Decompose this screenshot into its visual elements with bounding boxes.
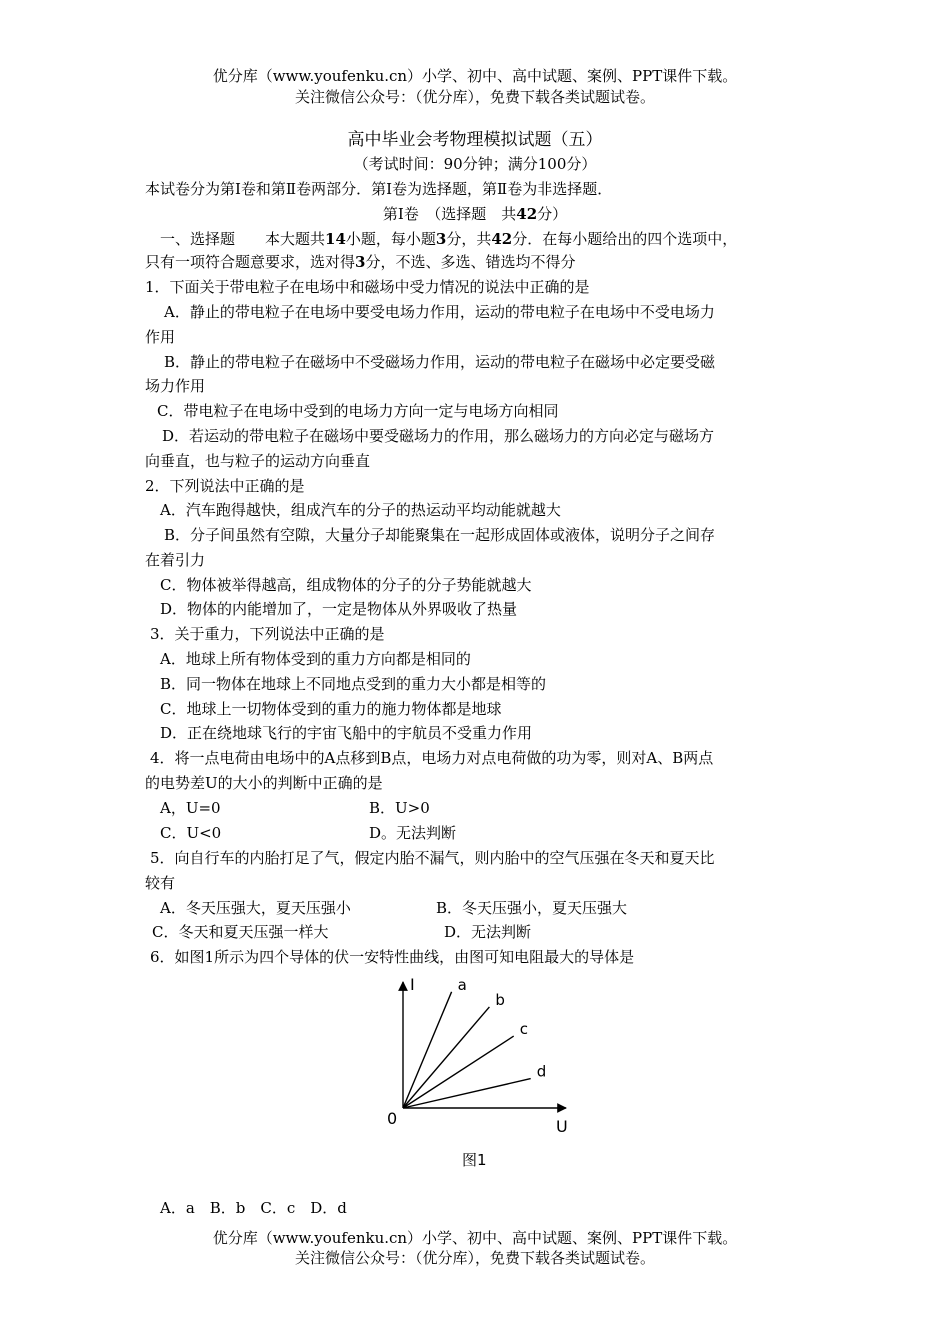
curves-group bbox=[403, 976, 546, 1108]
part1-heading bbox=[0, 204, 950, 224]
q5-stem: 5．向自行车的内胎打足了气，假定内胎不漏气，则内胎中的空气压强在冬天和夏天比 bbox=[150, 849, 715, 867]
intro-text: 本试卷分为第Ⅰ卷和第Ⅱ卷两部分．第Ⅰ卷为选择题，第Ⅱ卷为非选择题． bbox=[145, 180, 613, 198]
q1-option-b-cont: 场力作用 bbox=[145, 377, 206, 395]
figure-caption: 图1 bbox=[462, 1151, 487, 1169]
q3-option-d: D．正在绕地球飞行的宇宙飞船中的宇航员不受重力作用 bbox=[160, 724, 533, 742]
q6-options: A．a B．b C．c D．d bbox=[160, 1199, 347, 1217]
q1-stem: 1．下面关于带电粒子在电场中和磁场中受力情况的说法中正确的是 bbox=[145, 278, 590, 296]
section-num-4: 3 bbox=[355, 253, 366, 271]
q4-option-b: B．U>0 bbox=[369, 799, 430, 817]
q4-option-a: A，U=0 bbox=[160, 799, 221, 817]
q6-stem: 6．如图1所示为四个导体的伏一安特性曲线，由图可知电阻最大的导体是 bbox=[150, 948, 635, 966]
q2-option-a: A．汽车跑得越快，组成汽车的分子的热运动平均动能就越大 bbox=[160, 501, 561, 519]
q1-option-a: A．静止的带电粒子在电场中要受电场力作用，运动的带电粒子在电场中不受电场力 bbox=[164, 303, 715, 321]
curve-c bbox=[403, 1036, 514, 1108]
part1-score: 42 bbox=[516, 205, 538, 223]
curve-label-b: b bbox=[495, 990, 505, 1009]
q1-option-a-cont: 作用 bbox=[145, 328, 176, 346]
section-text-f: 分，不选、多选、错选均不得分 bbox=[365, 253, 576, 271]
q3-stem: 3．关于重力，下列说法中正确的是 bbox=[150, 625, 385, 643]
section-text-c: 分，共 bbox=[446, 230, 492, 248]
footer-line-2: 关注微信公众号：（优分库），免费下载各类试题试卷。 bbox=[294, 1249, 655, 1267]
header-line-2: 关注微信公众号：（优分库），免费下载各类试题试卷。 bbox=[294, 88, 655, 106]
q4-option-d: D。无法判断 bbox=[369, 824, 457, 842]
figure-1-iu-graph bbox=[370, 970, 590, 1170]
section-text-d: 分．在每小题给出的四个选项中， bbox=[512, 230, 738, 248]
q5-option-d: D．无法判断 bbox=[444, 923, 532, 941]
q5-option-b: B．冬天压强小，夏天压强大 bbox=[436, 899, 628, 917]
q3-option-b: B．同一物体在地球上不同地点受到的重力大小都是相等的 bbox=[160, 675, 547, 693]
x-axis-label: U bbox=[556, 1117, 568, 1136]
q2-option-d: D．物体的内能增加了，一定是物体从外界吸收了热量 bbox=[160, 600, 518, 618]
y-axis-label: I bbox=[410, 975, 415, 994]
header-line-1: 优分库（www.youfenku.cn）小学、初中、高中试题、案例、PPT课件下载。 bbox=[212, 67, 738, 85]
curve-label-a: a bbox=[457, 975, 467, 994]
page-title: 高中毕业会考物理模拟试题（五） bbox=[347, 130, 603, 150]
q4-option-c: C．U<0 bbox=[160, 824, 222, 842]
curve-a bbox=[403, 992, 452, 1108]
q2-stem: 2．下列说法中正确的是 bbox=[145, 477, 305, 495]
q1-option-c: C．带电粒子在电场中受到的电场力方向一定与电场方向相同 bbox=[157, 402, 559, 420]
section-text-e: 只有一项符合题意要求，选对得 bbox=[145, 253, 356, 271]
section-instructions bbox=[160, 229, 737, 249]
q1-option-d: D．若运动的带电粒子在磁场中要受磁场力的作用，那么磁场力的方向必定与磁场方 bbox=[162, 427, 715, 445]
q5-stem-cont: 较有 bbox=[145, 874, 176, 892]
section-num-3: 42 bbox=[491, 230, 513, 248]
q5-option-c: C．冬天和夏天压强一样大 bbox=[152, 923, 329, 941]
curve-label-d: d bbox=[536, 1062, 547, 1081]
origin-label: 0 bbox=[387, 1109, 398, 1128]
section-num-2: 3 bbox=[435, 230, 447, 248]
curve-d bbox=[403, 1079, 531, 1108]
part1-suffix: 分） bbox=[537, 205, 568, 223]
q4-stem: 4．将一点电荷由电场中的A点移到B点，电场力对点电荷做的功为零，则对A、B两点 bbox=[150, 749, 714, 767]
part1-prefix: 第Ⅰ卷 （选择题 共 bbox=[382, 205, 517, 223]
curve-b bbox=[403, 1007, 489, 1108]
q3-option-a: A．地球上所有物体受到的重力方向都是相同的 bbox=[160, 650, 471, 668]
q3-option-c: C．地球上一切物体受到的重力的施力物体都是地球 bbox=[160, 700, 502, 718]
q1-option-d-cont: 向垂直，也与粒子的运动方向垂直 bbox=[145, 452, 371, 470]
section-instructions-2 bbox=[145, 252, 575, 272]
q5-option-a: A．冬天压强大，夏天压强小 bbox=[160, 899, 351, 917]
q1-option-b: B．静止的带电粒子在磁场中不受磁场力作用，运动的带电粒子在磁场中必定要受磁 bbox=[164, 353, 716, 371]
curve-label-c: c bbox=[519, 1020, 528, 1039]
q4-stem-cont: 的电势差U的大小的判断中正确的是 bbox=[145, 774, 383, 792]
q2-option-c: C．物体被举得越高，组成物体的分子的分子势能就越大 bbox=[160, 576, 532, 594]
exam-info: （考试时间：90分钟；满分100分） bbox=[353, 155, 597, 173]
section-text-a: 一、选择题 本大题共 bbox=[160, 230, 326, 248]
footer-line-1: 优分库（www.youfenku.cn）小学、初中、高中试题、案例、PPT课件下载。 bbox=[212, 1229, 738, 1247]
q2-option-b: B．分子间虽然有空隙，大量分子却能聚集在一起形成固体或液体，说明分子之间存 bbox=[164, 526, 716, 544]
section-text-b: 小题，每小题 bbox=[345, 230, 436, 248]
q2-option-b-cont: 在着引力 bbox=[145, 551, 206, 569]
section-num-1: 14 bbox=[325, 230, 346, 248]
